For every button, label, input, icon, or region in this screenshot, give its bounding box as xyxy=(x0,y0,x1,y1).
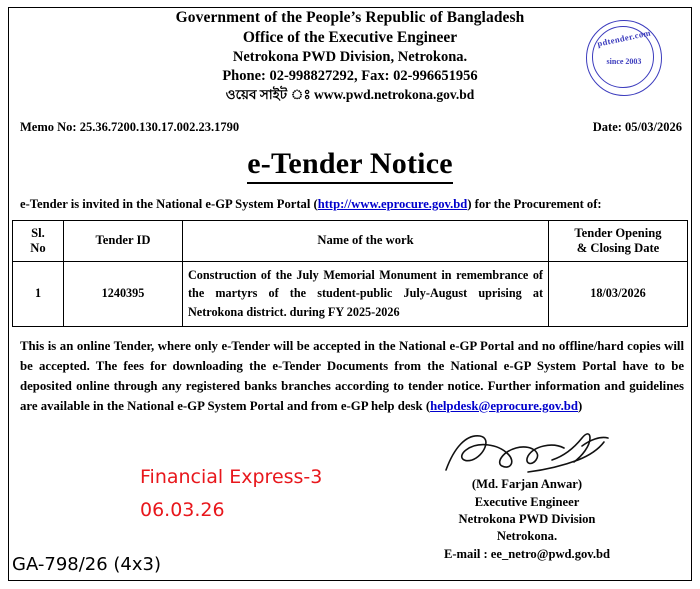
table-header-row xyxy=(13,220,688,261)
cell-opening-closing-date: 18/03/2026 xyxy=(549,261,688,327)
signatory-name: (Md. Farjan Anwar) xyxy=(471,477,583,492)
header-line-phone: Phone: 02-998827292, Fax: 02-996651956 xyxy=(222,68,478,85)
cell-sl: 1 xyxy=(13,261,64,327)
column-header-work: Name of the work xyxy=(183,220,549,261)
column-header-sl-line2: No xyxy=(30,240,46,255)
column-header-sl xyxy=(13,220,64,261)
signatory-office: Netrokona PWD Division xyxy=(458,511,596,526)
helpdesk-email-link[interactable]: helpdesk@eprocure.gov.bd xyxy=(430,398,579,413)
header-line-office: Office of the Executive Engineer xyxy=(242,29,458,47)
column-header-dates xyxy=(549,220,688,261)
memo-row xyxy=(12,120,688,135)
page-title xyxy=(12,147,688,181)
signatory-designation: Executive Engineer xyxy=(474,494,580,509)
tender-table xyxy=(12,220,688,328)
pdtender-seal-icon xyxy=(586,20,662,96)
publication-date: 06.03.26 xyxy=(140,498,225,521)
signatory-email: E-mail : ee_netro@pwd.gov.bd xyxy=(443,546,611,561)
seal-text: pdtender.com xyxy=(596,27,652,49)
memo-number: Memo No: 25.36.7200.130.17.002.23.1790 xyxy=(20,119,240,134)
column-header-dates-line1: Tender Opening xyxy=(574,225,662,240)
handwritten-signature-icon xyxy=(432,426,622,478)
document-body xyxy=(12,8,688,581)
column-header-sl-line1: Sl. xyxy=(31,225,45,240)
notice-paragraph-close: ) xyxy=(578,398,583,413)
page-title-text: e-Tender Notice xyxy=(247,147,452,184)
header-line-government: Government of the People’s Republic of Bangladesh xyxy=(175,9,525,26)
cell-work-description: Construction of the July Memorial Monument in remembrance of the martyrs of the student-public July-August uprising at Netrokona district. during FY 2025-2026 xyxy=(183,261,549,327)
table-row xyxy=(13,261,688,327)
publication-name: Financial Express-3 xyxy=(140,465,323,488)
invitation-line xyxy=(12,197,688,212)
publication-annotation xyxy=(140,461,322,528)
invitation-text-before: e-Tender is invited in the National e-GP System Portal ( xyxy=(20,196,318,211)
invitation-text-after: ) for the Procurement of: xyxy=(467,196,602,211)
header-line-website: ওয়েব সাইট ঃ www.pwd.netrokona.gov.bd xyxy=(225,86,475,102)
ga-code: GA-798/26 (4x3) xyxy=(12,554,162,575)
notice-paragraph-text: This is an online Tender, where only e-Tender will be accepted in the National e-GP Portal and no offline/hard copies will be accepted. The fees for downloading the e-Tender Documents from the National e-GP System Portal have to be deposited online through any registered banks branches according to tender notice. Further information and guidelines are available in the National e-GP System Portal and from e-GP help desk ( xyxy=(20,339,684,413)
column-header-tender-id: Tender ID xyxy=(64,220,183,261)
column-header-dates-line2: & Closing Date xyxy=(576,240,660,255)
cell-tender-id: 1240395 xyxy=(64,261,183,327)
header-line-division: Netrokona PWD Division, Netrokona. xyxy=(232,49,468,66)
eprocure-portal-link[interactable]: http://www.eprocure.gov.bd xyxy=(317,196,468,211)
signature-block xyxy=(402,426,652,563)
notice-paragraph xyxy=(12,337,688,416)
seal-since-text: since 2003 xyxy=(606,57,642,66)
signatory-place: Netrokona. xyxy=(496,529,558,544)
memo-date: Date: 05/03/2026 xyxy=(592,119,682,134)
